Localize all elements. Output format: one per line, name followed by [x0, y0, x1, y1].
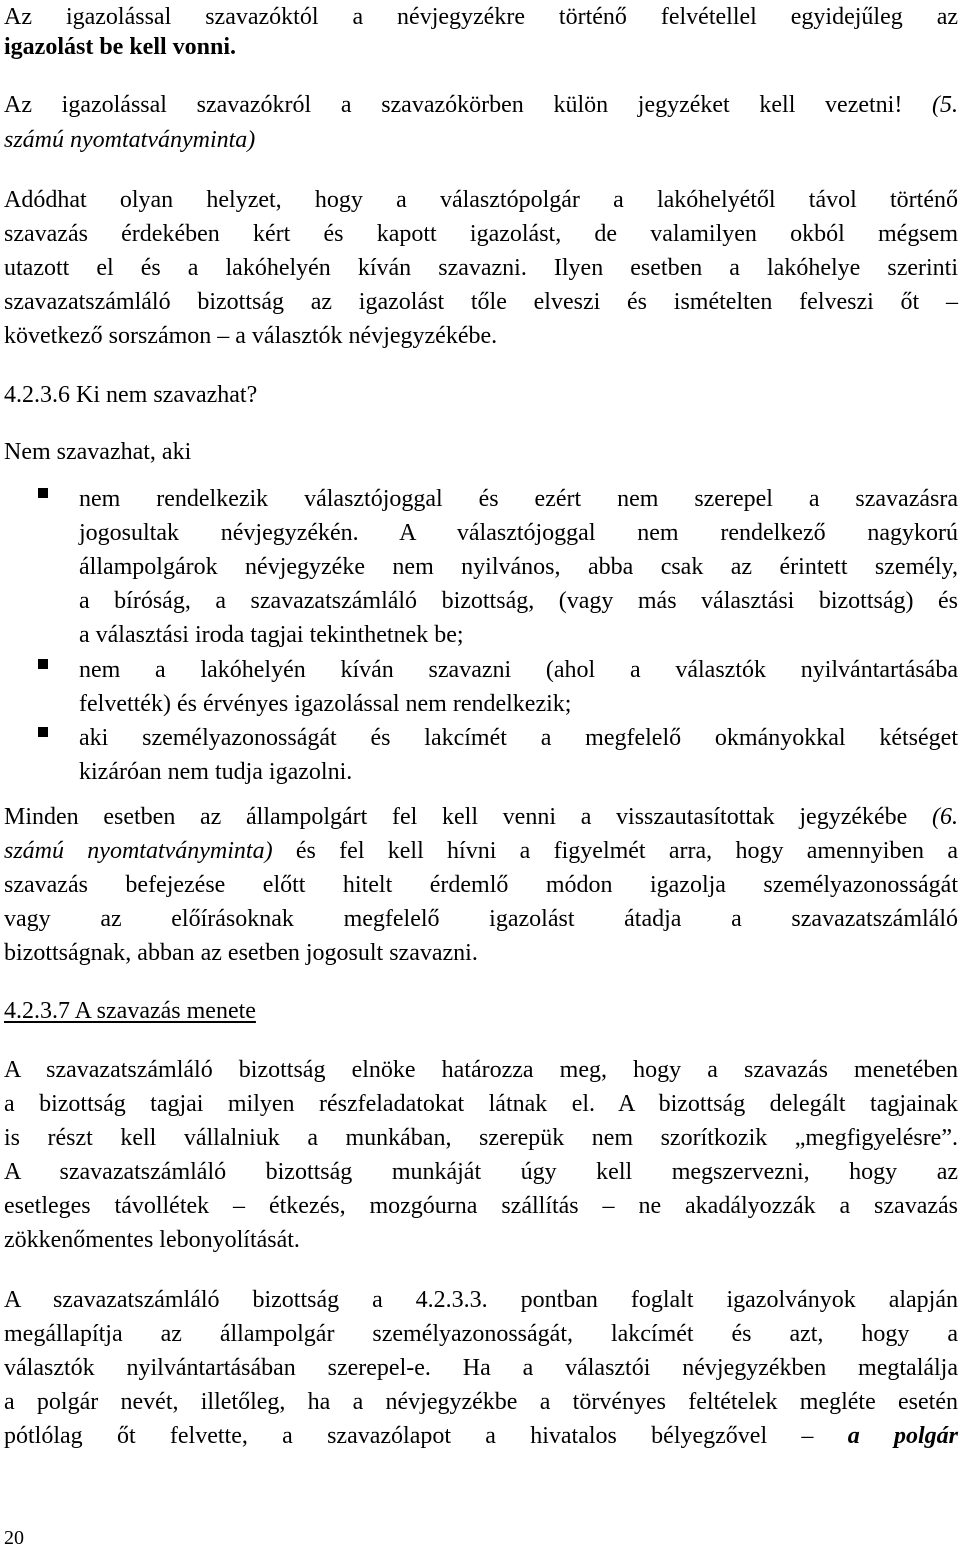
line-text: és fel kell hívni a figyelmét arra, hogy amennyiben a: [272, 838, 959, 864]
form-reference: (5.: [932, 92, 958, 118]
section-heading-text: 4.2.3.7 A szavazás menete: [4, 998, 256, 1024]
page-number: 20: [4, 1527, 24, 1549]
list-item-line: a bíróság, a szavazatszámláló bizottság, (vagy más választási bizottság) és: [79, 588, 958, 614]
list-item-line: nem rendelkezik választójoggal és ezért nem szerepel a szavazásra: [79, 486, 958, 512]
list-item-line: kizáróan nem tudja igazolni.: [79, 759, 353, 785]
list-item-line: állampolgárok névjegyzéke nem nyilvános, abba csak az érintett személy,: [79, 554, 958, 580]
form-reference: számú nyomtatványminta): [4, 838, 273, 864]
paragraph-line: A szavazatszámláló bizottság a 4.2.3.3. pontban foglalt igazolványok alapján: [4, 1287, 958, 1313]
paragraph-line: szavazatszámláló bizottság az igazolást tőle elveszi és ismételten felveszi őt –: [4, 289, 958, 315]
paragraph-line: megállapítja az állampolgár személyazonosságát, lakcímét és azt, hogy a: [4, 1321, 958, 1347]
list-item-line: aki személyazonosságát és lakcímét a megfelelő okmányokkal kétséget: [79, 725, 958, 751]
paragraph-line: Az igazolással szavazóktól a névjegyzékre történő felvétellel egyidejűleg az: [4, 4, 958, 30]
line-text: Az igazolással szavazókról a szavazókörben külön jegyzéket kell vezetni!: [4, 92, 932, 118]
paragraph-line: választók nyilvántartásában szerepel-e. Ha a választói névjegyzékben megtalálja: [4, 1355, 958, 1381]
paragraph-line: [4, 800, 958, 834]
paragraph-line-bold: igazolást be kell vonni.: [4, 34, 237, 60]
list-item-line: nem a lakóhelyén kíván szavazni (ahol a választók nyilvántartásába: [79, 657, 958, 683]
form-reference-line: számú nyomtatványminta): [4, 127, 256, 153]
paragraph-line: szavazás befejezése előtt hitelt érdemlő módon igazolja személyazonosságát: [4, 872, 958, 898]
paragraph-line: szavazás érdekében kért és kapott igazolást, de valamilyen okból mégsem: [4, 221, 958, 247]
paragraph-line: is részt kell vállalniuk a munkában, szerepük nem szorítkozik „megfigyelésre”.: [4, 1125, 958, 1151]
section-heading: 4.2.3.6 Ki nem szavazhat?: [4, 382, 258, 408]
bullet-icon: [38, 659, 48, 669]
paragraph-line: A szavazatszámláló bizottság munkáját úgy kell megszervezni, hogy az: [4, 1159, 958, 1185]
paragraph-line: a bizottság tagjai milyen részfeladatokat látnak el. A bizottság delegált tagjainak: [4, 1091, 958, 1117]
paragraph-line: zökkenőmentes lebonyolítását.: [4, 1227, 300, 1253]
paragraph-line: [4, 88, 958, 122]
bullet-icon: [38, 488, 48, 498]
paragraph-line: [4, 834, 958, 868]
section-heading: [4, 994, 958, 1028]
paragraph-line: Adódhat olyan helyzet, hogy a választópolgár a lakóhelyétől távol történő: [4, 187, 958, 213]
paragraph-line: esetleges távollétek – étkezés, mozgóurna szállítás – ne akadályozzák a szavazás: [4, 1193, 958, 1219]
list-item-line: a választási iroda tagjai tekinthetnek be;: [79, 622, 464, 648]
paragraph-line: Nem szavazhat, aki: [4, 439, 192, 465]
paragraph-line: bizottságnak, abban az esetben jogosult szavazni.: [4, 940, 478, 966]
paragraph-line: következő sorszámon – a választók névjegyzékébe.: [4, 323, 498, 349]
line-text: Minden esetben az állampolgárt fel kell venni a visszautasítottak jegyzékébe: [4, 804, 932, 830]
emphasis-text: a polgár: [847, 1423, 958, 1449]
bullet-icon: [38, 727, 48, 737]
list-item-line: felvették) és érvényes igazolással nem rendelkezik;: [79, 691, 572, 717]
paragraph-line: vagy az előírásoknak megfelelő igazolást átadja a szavazatszámláló: [4, 906, 958, 932]
paragraph-line: a polgár nevét, illetőleg, ha a névjegyzékbe a törvényes feltételek megléte esetén: [4, 1389, 958, 1415]
paragraph-line: A szavazatszámláló bizottság elnöke határozza meg, hogy a szavazás menetében: [4, 1057, 958, 1083]
paragraph-line: utazott el és a lakóhelyén kíván szavazni. Ilyen esetben a lakóhelye szerinti: [4, 255, 958, 281]
line-text: pótlólag őt felvette, a szavazólapot a hivatalos bélyegzővel –: [4, 1423, 848, 1449]
paragraph-line: [4, 1419, 958, 1453]
form-reference: (6.: [932, 804, 958, 830]
list-item-line: jogosultak névjegyzékén. A választójoggal nem rendelkező nagykorú: [79, 520, 958, 546]
